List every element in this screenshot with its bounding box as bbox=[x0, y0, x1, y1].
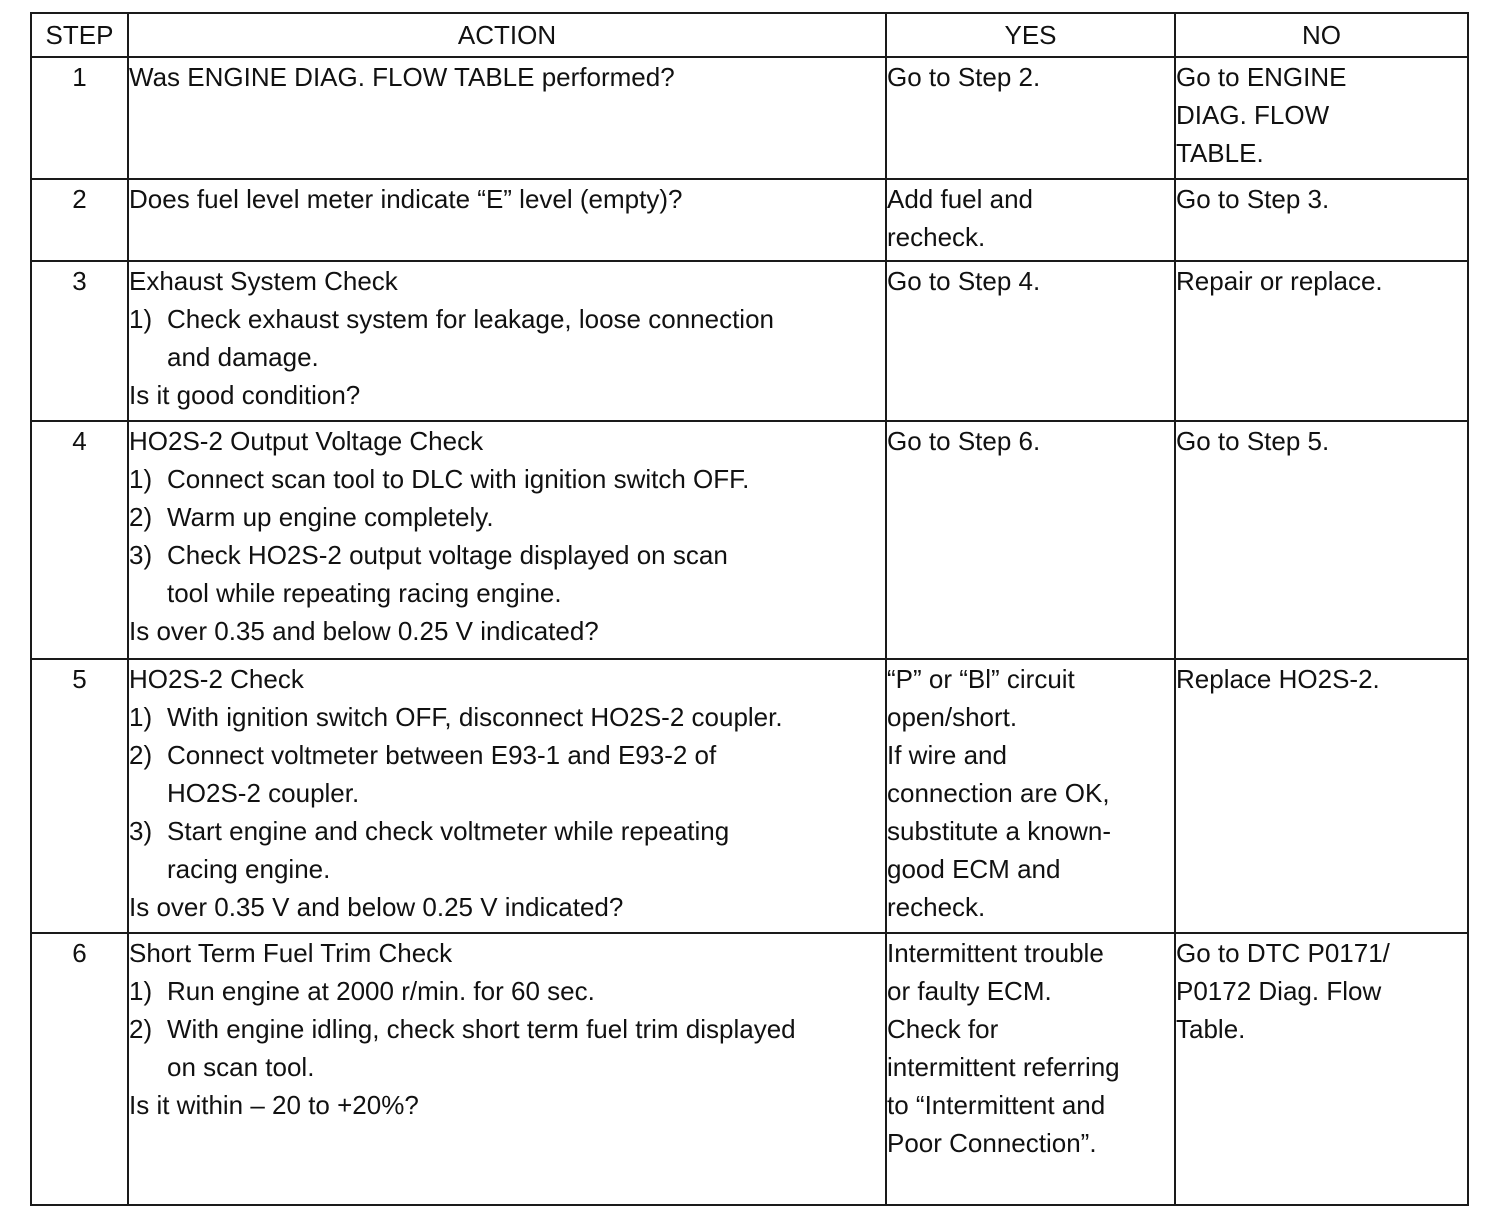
yes-cell bbox=[886, 659, 1175, 933]
action-step-item bbox=[129, 698, 885, 736]
item-text: With engine idling, check short term fuel trim displayed bbox=[167, 1014, 796, 1044]
action-step-item bbox=[129, 1010, 885, 1086]
action-step-item bbox=[129, 736, 885, 812]
action-title: Does fuel level meter indicate “E” level (empty)? bbox=[129, 184, 683, 214]
yes-text: or faulty ECM. bbox=[887, 976, 1052, 1006]
no-text: Go to DTC P0171/ bbox=[1176, 938, 1390, 968]
action-step-item bbox=[129, 460, 885, 498]
action-step-item bbox=[129, 498, 885, 536]
no-text: Table. bbox=[1176, 1014, 1246, 1044]
yes-cell bbox=[886, 933, 1175, 1205]
step-number: 1 bbox=[31, 57, 128, 179]
yes-cell bbox=[886, 421, 1175, 659]
action-title: HO2S-2 Check bbox=[129, 664, 304, 694]
yes-cell bbox=[886, 57, 1175, 179]
table-row bbox=[31, 933, 1468, 1205]
step-number: 2 bbox=[31, 179, 128, 261]
step-number: 5 bbox=[31, 659, 128, 933]
no-cell bbox=[1175, 933, 1468, 1205]
yes-text: Intermittent trouble bbox=[887, 938, 1104, 968]
item-text: Check exhaust system for leakage, loose connection bbox=[167, 304, 775, 334]
yes-text: recheck. bbox=[887, 892, 986, 922]
action-step-item bbox=[129, 536, 885, 612]
no-text: TABLE. bbox=[1176, 138, 1264, 168]
action-question: Is over 0.35 V and below 0.25 V indicated? bbox=[129, 892, 624, 922]
item-number: 2) bbox=[129, 1014, 153, 1044]
yes-text: Go to Step 4. bbox=[887, 266, 1041, 296]
yes-text: intermittent referring bbox=[887, 1052, 1120, 1082]
action-cell bbox=[128, 261, 886, 421]
item-text: tool while repeating racing engine. bbox=[167, 578, 562, 608]
yes-text: Poor Connection”. bbox=[887, 1128, 1097, 1158]
action-cell bbox=[128, 57, 886, 179]
step-number: 6 bbox=[31, 933, 128, 1205]
item-text: racing engine. bbox=[167, 854, 331, 884]
table-row bbox=[31, 57, 1468, 179]
header-action: ACTION bbox=[128, 13, 886, 57]
action-title: Short Term Fuel Trim Check bbox=[129, 938, 453, 968]
item-text: Warm up engine completely. bbox=[167, 502, 494, 532]
item-text: on scan tool. bbox=[167, 1052, 315, 1082]
table-row bbox=[31, 659, 1468, 933]
action-question: Is over 0.35 and below 0.25 V indicated? bbox=[129, 616, 599, 646]
yes-text: recheck. bbox=[887, 222, 986, 252]
action-step-item bbox=[129, 972, 885, 1010]
diagnostic-flow-table bbox=[30, 12, 1469, 1206]
yes-cell bbox=[886, 179, 1175, 261]
item-number: 1) bbox=[129, 976, 153, 1006]
item-text: Run engine at 2000 r/min. for 60 sec. bbox=[167, 976, 595, 1006]
action-question: Is it within – 20 to +20%? bbox=[129, 1090, 419, 1120]
no-cell bbox=[1175, 261, 1468, 421]
item-number: 1) bbox=[129, 304, 153, 334]
yes-text: Add fuel and bbox=[887, 184, 1034, 214]
no-cell bbox=[1175, 659, 1468, 933]
yes-cell bbox=[886, 261, 1175, 421]
table-row bbox=[31, 261, 1468, 421]
action-title: HO2S-2 Output Voltage Check bbox=[129, 426, 484, 456]
action-title: Exhaust System Check bbox=[129, 266, 398, 296]
item-number: 1) bbox=[129, 464, 153, 494]
no-text: Repair or replace. bbox=[1176, 266, 1383, 296]
no-cell bbox=[1175, 57, 1468, 179]
item-text: Start engine and check voltmeter while repeating bbox=[167, 816, 730, 846]
item-text: Check HO2S-2 output voltage displayed on scan bbox=[167, 540, 728, 570]
action-cell bbox=[128, 179, 886, 261]
item-number: 2) bbox=[129, 740, 153, 770]
no-text: DIAG. FLOW bbox=[1176, 100, 1330, 130]
item-number: 3) bbox=[129, 540, 153, 570]
item-text: and damage. bbox=[167, 342, 319, 372]
action-title: Was ENGINE DIAG. FLOW TABLE performed? bbox=[129, 62, 675, 92]
yes-text: Check for bbox=[887, 1014, 999, 1044]
action-step-item bbox=[129, 300, 885, 376]
item-number: 3) bbox=[129, 816, 153, 846]
item-text: HO2S-2 coupler. bbox=[167, 778, 360, 808]
yes-text: If wire and bbox=[887, 740, 1007, 770]
yes-text: open/short. bbox=[887, 702, 1018, 732]
no-cell bbox=[1175, 179, 1468, 261]
item-text: Connect voltmeter between E93-1 and E93-2 of bbox=[167, 740, 717, 770]
header-yes: YES bbox=[886, 13, 1175, 57]
item-text: Connect scan tool to DLC with ignition switch OFF. bbox=[167, 464, 750, 494]
item-number: 2) bbox=[129, 502, 153, 532]
action-cell bbox=[128, 933, 886, 1205]
table-row bbox=[31, 421, 1468, 659]
no-text: P0172 Diag. Flow bbox=[1176, 976, 1382, 1006]
header-step: STEP bbox=[31, 13, 128, 57]
yes-text: “P” or “Bl” circuit bbox=[887, 664, 1075, 694]
yes-text: Go to Step 2. bbox=[887, 62, 1041, 92]
action-question: Is it good condition? bbox=[129, 380, 361, 410]
yes-text: substitute a known- bbox=[887, 816, 1112, 846]
table-header-row bbox=[31, 13, 1468, 57]
yes-text: good ECM and bbox=[887, 854, 1061, 884]
step-number: 3 bbox=[31, 261, 128, 421]
no-text: Go to ENGINE bbox=[1176, 62, 1347, 92]
no-text: Go to Step 3. bbox=[1176, 184, 1330, 214]
no-cell bbox=[1175, 421, 1468, 659]
yes-text: to “Intermittent and bbox=[887, 1090, 1106, 1120]
yes-text: connection are OK, bbox=[887, 778, 1110, 808]
no-text: Go to Step 5. bbox=[1176, 426, 1330, 456]
action-cell bbox=[128, 659, 886, 933]
step-number: 4 bbox=[31, 421, 128, 659]
header-no: NO bbox=[1175, 13, 1468, 57]
item-text: With ignition switch OFF, disconnect HO2S-2 coupler. bbox=[167, 702, 783, 732]
action-cell bbox=[128, 421, 886, 659]
yes-text: Go to Step 6. bbox=[887, 426, 1041, 456]
no-text: Replace HO2S-2. bbox=[1176, 664, 1380, 694]
action-step-item bbox=[129, 812, 885, 888]
item-number: 1) bbox=[129, 702, 153, 732]
table-row bbox=[31, 179, 1468, 261]
